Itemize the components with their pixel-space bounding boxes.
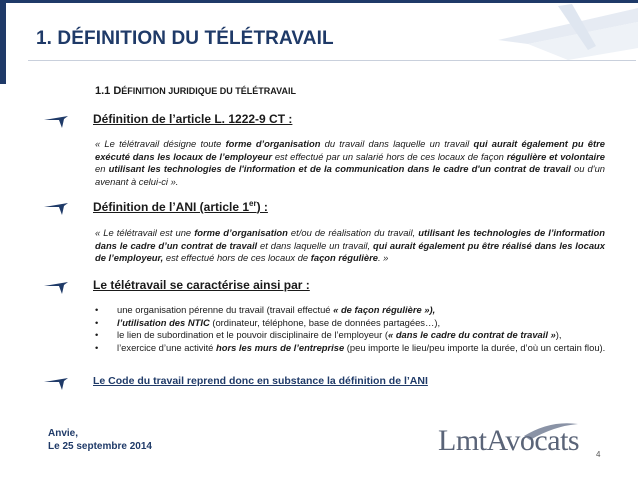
list-item: • une organisation pérenne du travail (travail effectué « de façon régulière »),	[95, 304, 436, 315]
footer-date: Le 25 septembre 2014	[48, 441, 152, 452]
characteristics-list	[95, 304, 607, 354]
conclusion-text: Le Code du travail reprend donc en substance la définition de l’ANI	[93, 375, 428, 387]
arrow-bullet-icon	[44, 116, 72, 128]
list-item: • le lien de subordination et le pouvoir disciplinaire de l’employeur (« dans le cadre du contrat de travail »),	[95, 329, 562, 340]
left-accent-bar	[0, 0, 6, 84]
section-subtitle	[95, 85, 296, 97]
title-divider	[28, 60, 636, 61]
footer-place: Anvie,	[48, 428, 79, 439]
wing-decoration-icon	[468, 0, 638, 80]
quote-ani: « Le télétravail est une forme d’organisation et/ou de réalisation du travail, utilisant les technologies de l’information dans le cadre d’un contrat de travail et dans laquelle un travail, qui aurait également pu être réalisé dans les locaux de l’employeur, est effectué hors de ces locaux de façon régulière. »	[95, 227, 606, 263]
arrow-bullet-icon	[44, 282, 72, 294]
arrow-bullet-icon	[44, 378, 72, 390]
heading-article-l1222-9: Définition de l’article L. 1222-9 CT :	[93, 112, 293, 126]
heading-characteristics: Le télétravail se caractérise ainsi par :	[93, 278, 310, 292]
quote-article-l1222-9: « Le télétravail désigne toute forme d’organisation du travail dans laquelle un travail qui aurait également pu être exécuté dans les locaux de l’employeur est effectué par un salarié hors de ces locaux de façon régulière et volontaire en utilisant les technologies de l'information et de la communication dans le cadre d'un contrat de travail ou d'un avenant à celui-ci ».	[95, 138, 606, 187]
heading-ani: Définition de l’ANI (article 1er) :	[93, 199, 268, 214]
arrow-bullet-icon	[44, 203, 72, 215]
page-title: 1. DÉFINITION DU TÉLÉTRAVAIL	[36, 28, 334, 49]
company-logo: LmtAvocats	[438, 424, 580, 457]
subtitle-number: 1.1 D	[95, 85, 122, 97]
list-item: • l’utilisation des NTIC (ordinateur, téléphone, base de données partagées…),	[95, 316, 441, 328]
subtitle-text: ÉFINITION JURIDIQUE DU TÉLÉTRAVAIL	[121, 86, 296, 96]
footer-event	[48, 427, 152, 453]
page-number: 4	[596, 450, 601, 459]
list-item: • l’exercice d’une activité hors les murs de l’entreprise (peu importe le lieu/peu importe la durée, d’où un certain flou).	[95, 341, 606, 353]
